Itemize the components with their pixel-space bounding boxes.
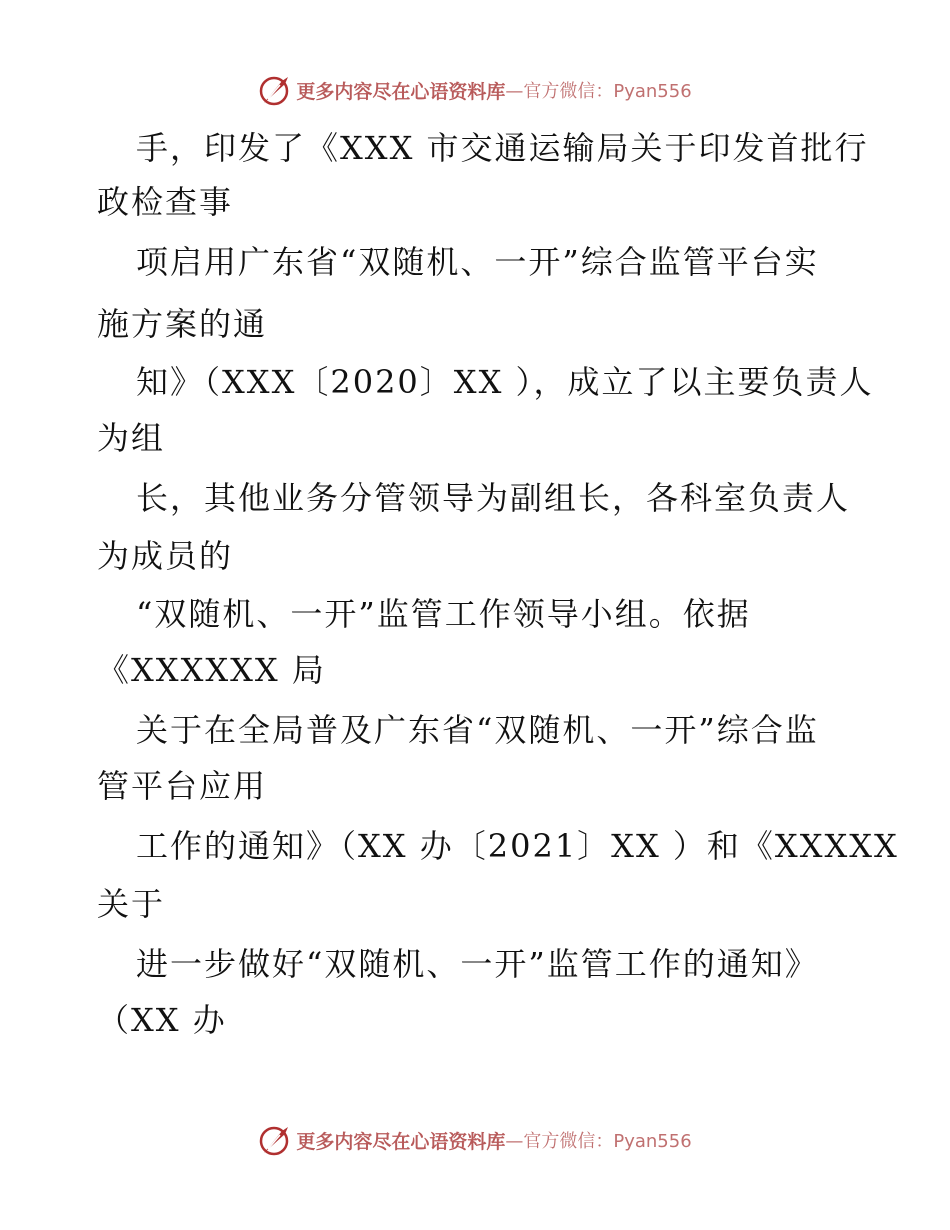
text-line: 《XXXXXX 局	[97, 651, 326, 689]
text-line: 手，印发了《XXX 市交通运输局关于印发首批行	[136, 129, 869, 167]
text-line: 管平台应用	[97, 767, 268, 805]
footer-watermark	[0, 1120, 950, 1160]
text-line: 关于	[97, 885, 166, 923]
text-line: 政检查事	[97, 183, 234, 221]
text-line: 关于在全局普及广东省“双随机、一开”综合监	[136, 711, 819, 749]
text-line: 进一步做好“双随机、一开”监管工作的通知》	[136, 945, 819, 983]
watermark-main-text: 更多内容尽在心语资料库	[296, 80, 506, 103]
text-line: “双随机、一开”监管工作领导小组。依据	[136, 595, 751, 633]
text-line: 为成员的	[97, 537, 234, 575]
text-line: 为组	[97, 419, 166, 457]
text-line: 工作的通知》（XX 办〔2021〕XX ）和《XXXXX	[136, 827, 899, 865]
watermark-contact-text: —官方微信：Pyan556	[505, 81, 692, 102]
text-line: 施方案的通	[97, 305, 268, 343]
quill-logo-icon	[258, 73, 292, 107]
text-line: 知》（XXX〔2020〕XX ），成立了以主要负责人	[136, 363, 874, 401]
text-line: 长，其他业务分管领导为副组长，各科室负责人	[136, 479, 851, 517]
text-line: （XX 办	[97, 1001, 227, 1039]
text-line: 项启用广东省“双随机、一开”综合监管平台实	[136, 243, 819, 281]
quill-logo-icon	[258, 1123, 292, 1157]
watermark-contact-text: —官方微信：Pyan556	[505, 1131, 692, 1152]
header-watermark	[0, 70, 950, 110]
watermark-main-text: 更多内容尽在心语资料库	[296, 1130, 506, 1153]
